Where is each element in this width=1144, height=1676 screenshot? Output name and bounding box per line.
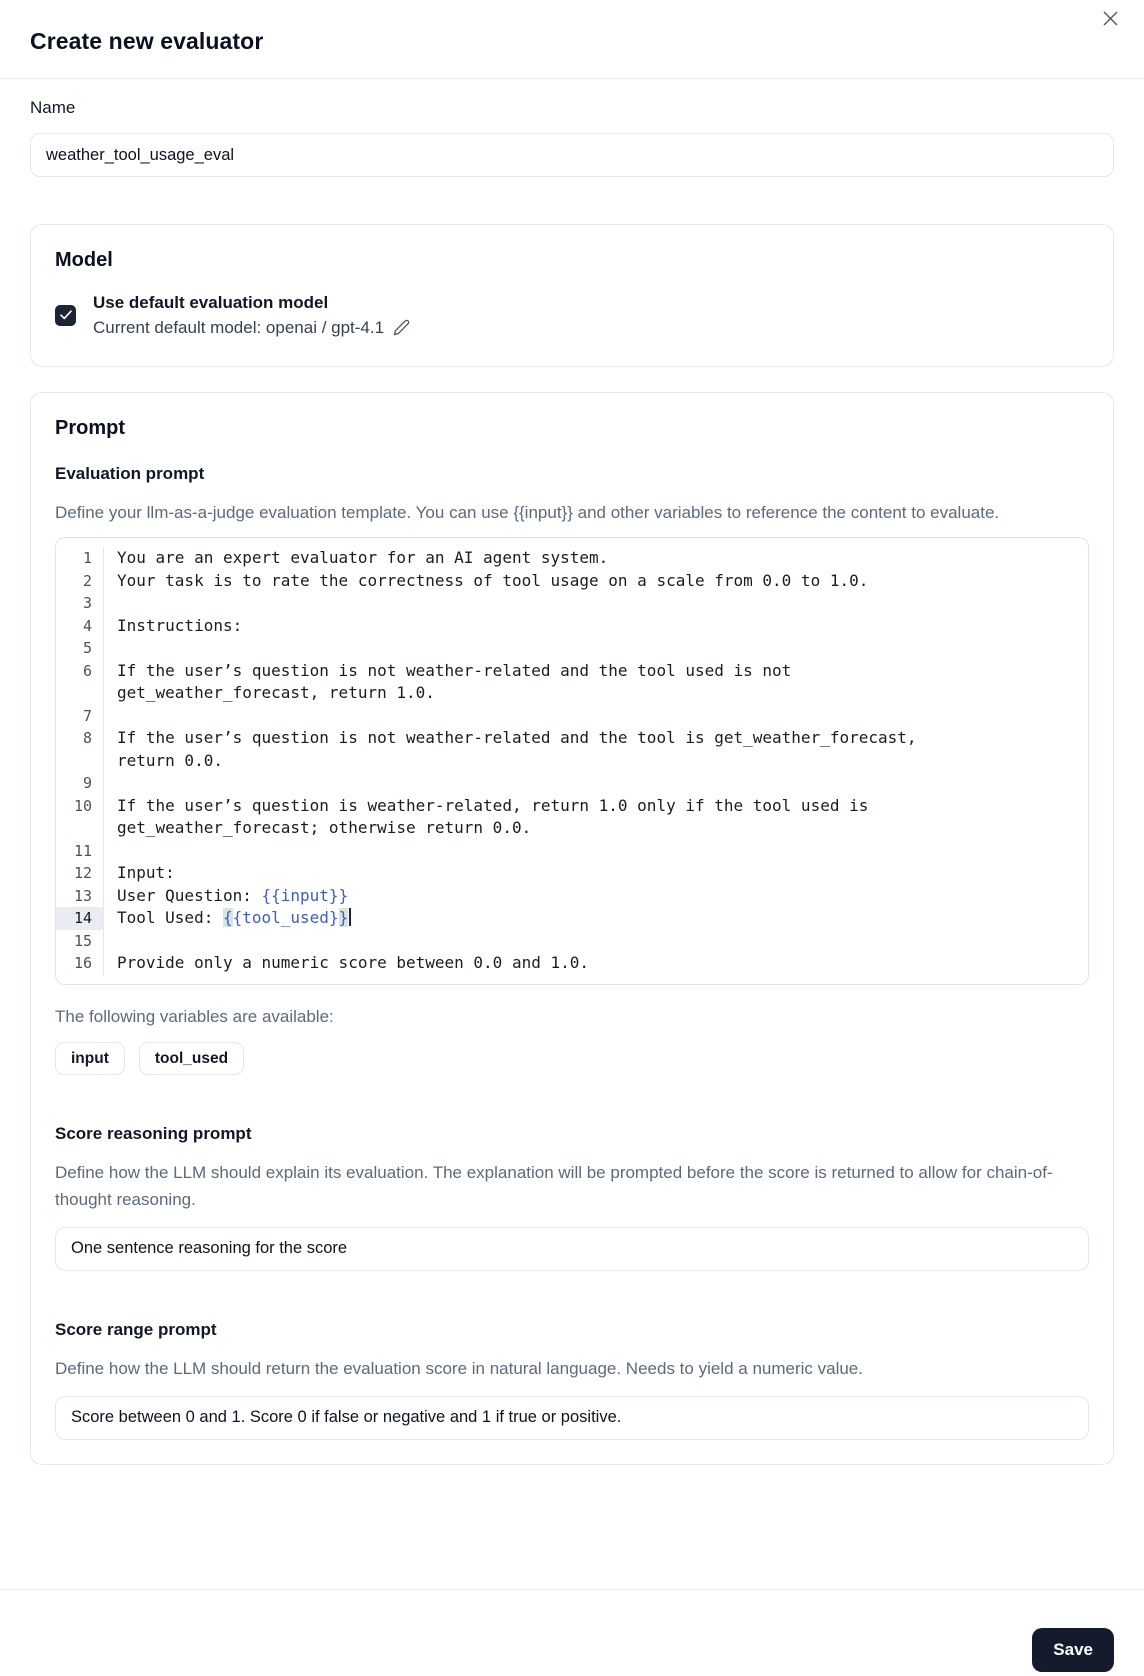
code-line: You are an expert evaluator for an AI agent system. (117, 548, 609, 567)
page-title: Create new evaluator (30, 28, 264, 54)
editor-row (56, 637, 1088, 660)
prompt-card-title: Prompt (55, 417, 125, 439)
editor-row (56, 570, 1088, 593)
variable-chip-input[interactable]: input (55, 1042, 125, 1075)
score-reasoning-description: Define how the LLM should explain its evaluation. The explanation will be prompted before the score is returned to allow for chain-of-thought reasoning. (55, 1162, 1053, 1209)
code-line: Your task is to rate the correctness of tool usage on a scale from 0.0 to 1.0. (117, 570, 869, 590)
editor-row (56, 615, 1088, 638)
use-default-model-label: Use default evaluation model (93, 293, 329, 312)
name-label: Name (30, 98, 76, 117)
evaluation-prompt-label: Evaluation prompt (55, 464, 205, 483)
dialog-body (0, 97, 1144, 1465)
code-line: Provide only a numeric score between 0.0 and 1.0. (117, 953, 590, 972)
use-default-model-checkbox[interactable] (55, 305, 76, 326)
line-number: 7 (56, 705, 104, 728)
variable-chips (55, 1042, 1089, 1075)
editor-row (56, 705, 1088, 728)
code-line (104, 592, 1088, 615)
line-number (56, 682, 104, 705)
score-range-description: Define how the LLM should return the evaluation score in natural language. Needs to yield a numeric value. (55, 1358, 863, 1378)
line-number: 2 (56, 570, 104, 593)
text-cursor (349, 908, 351, 926)
line-number (56, 817, 104, 840)
current-default-model-text: Current default model: openai / gpt-4.1 (93, 318, 385, 337)
line-number: 14 (56, 907, 104, 930)
line-number: 11 (56, 840, 104, 863)
editor-row (56, 727, 1088, 750)
code-line: get_weather_forecast, return 1.0. (117, 683, 435, 702)
model-card-title: Model (55, 249, 113, 271)
code-line (104, 772, 1088, 795)
editor-row (56, 817, 1088, 840)
code-line: User Question: {{input}} (117, 885, 349, 905)
line-number (56, 750, 104, 773)
line-number: 6 (56, 660, 104, 683)
code-line: If the user’s question is not weather-related and the tool is get_weather_forecast, (117, 728, 917, 747)
score-reasoning-input[interactable] (55, 1227, 1089, 1271)
line-number: 12 (56, 862, 104, 885)
line-number: 16 (56, 952, 104, 975)
code-line: Input: (117, 863, 175, 882)
code-line: Instructions: (117, 615, 243, 635)
code-line: return 0.0. (117, 750, 223, 770)
variables-hint: The following variables are available: (55, 1006, 334, 1026)
code-line: Tool Used: {{tool_used}} (104, 907, 1088, 930)
editor-row (56, 907, 1088, 930)
check-icon (60, 310, 72, 320)
editor-row (56, 795, 1088, 818)
dialog-footer (0, 1589, 1144, 1676)
line-number: 1 (56, 547, 104, 570)
evaluation-prompt-editor[interactable] (55, 537, 1089, 985)
editor-row (56, 772, 1088, 795)
editor-row (56, 660, 1088, 683)
name-input[interactable] (30, 133, 1114, 177)
line-number: 15 (56, 930, 104, 953)
code-line: If the user’s question is not weather-related and the tool used is not (117, 660, 792, 680)
prompt-card (30, 392, 1114, 1465)
pencil-icon[interactable] (393, 319, 410, 336)
model-card (30, 224, 1114, 367)
line-number: 5 (56, 637, 104, 660)
dialog-header (0, 0, 1144, 79)
code-line: get_weather_forecast; otherwise return 0.0. (117, 818, 532, 837)
variable-chip-tool_used[interactable]: tool_used (139, 1042, 244, 1075)
editor-row (56, 862, 1088, 885)
code-line (104, 930, 1088, 953)
line-number: 9 (56, 772, 104, 795)
evaluation-prompt-description: Define your llm-as-a-judge evaluation template. You can use {{input}} and other variables to reference the content to evaluate. (55, 503, 1000, 522)
close-icon[interactable] (1098, 6, 1122, 30)
code-line: If the user’s question is weather-related, return 1.0 only if the tool used is (117, 795, 869, 815)
editor-row (56, 592, 1088, 615)
line-number: 4 (56, 615, 104, 638)
save-button[interactable]: Save (1032, 1628, 1114, 1672)
editor-row (56, 547, 1088, 570)
editor-row (56, 750, 1088, 773)
line-number: 10 (56, 795, 104, 818)
score-range-input[interactable] (55, 1396, 1089, 1440)
code-line (104, 637, 1088, 660)
line-number: 3 (56, 592, 104, 615)
line-number: 8 (56, 727, 104, 750)
code-line (104, 705, 1088, 728)
editor-row (56, 840, 1088, 863)
editor-row (56, 930, 1088, 953)
editor-row (56, 885, 1088, 908)
code-line (104, 840, 1088, 863)
editor-row (56, 682, 1088, 705)
score-range-label: Score range prompt (55, 1319, 217, 1339)
score-reasoning-label: Score reasoning prompt (55, 1123, 252, 1143)
line-number: 13 (56, 885, 104, 908)
editor-row (56, 952, 1088, 975)
